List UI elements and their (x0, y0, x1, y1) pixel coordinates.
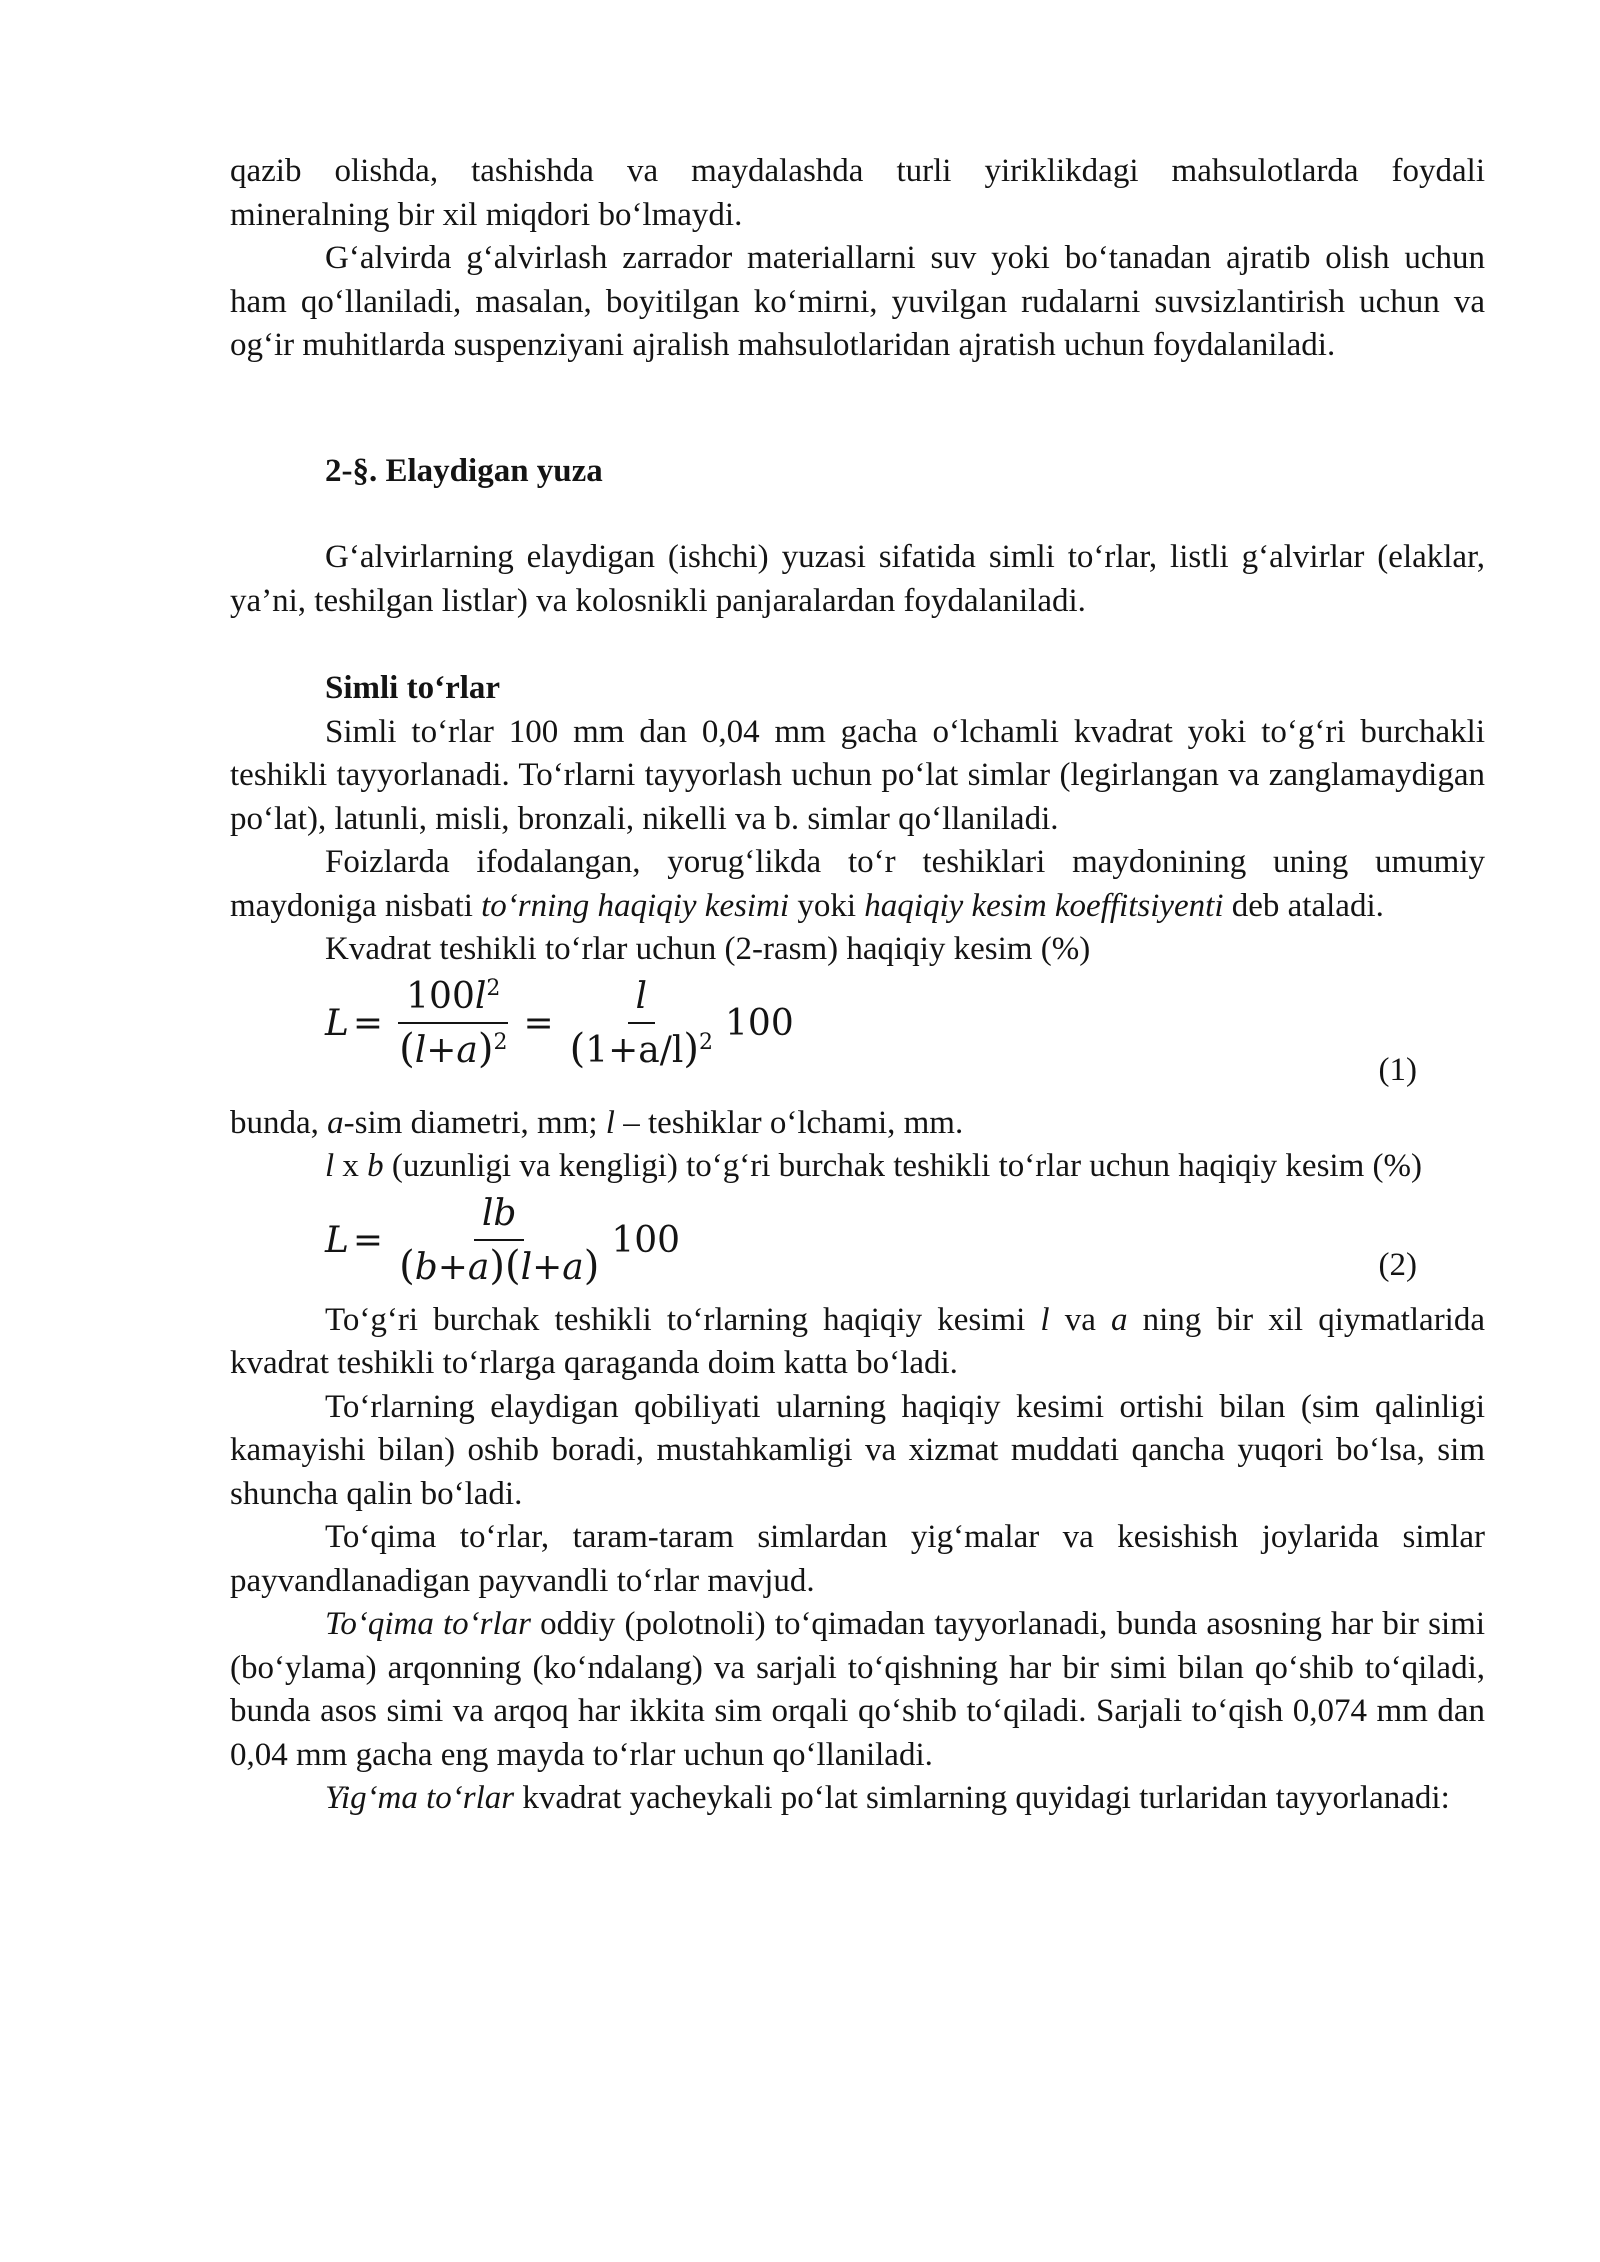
formula-1-multiplier: 100 (725, 1003, 794, 1044)
formula-2-number: (2) (1378, 1246, 1417, 1283)
section-heading: 2-§. Elaydigan yuza (325, 452, 603, 489)
document-page (230, 150, 1485, 1821)
term-open-area-coefficient: haqiqiy kesim koeffitsiyenti (864, 887, 1224, 924)
term-assembled-mesh: Yig‘ma to‘rlar (325, 1780, 515, 1816)
formula-2: L = $\frac{lb}{(b+a)(l+a)}$ 100 (2) (230, 1189, 1485, 1299)
formula-2-intro: l x b (uzunligi va kengligi) to‘g‘ri burchak teshikli to‘rlar uchun haqiqiy kesim (%) (325, 1148, 1422, 1184)
formula-1: L = $\frac{100l^2}{(l+a)^2}$ = $\frac{l}{(1+a/l)^2}$ 100 (1) (230, 972, 1485, 1102)
formula-1-fraction-1: $\frac{100l^2}{(l+a)^2}$ (391, 972, 515, 1076)
wire-mesh-paragraph-2: Foizlarda ifodalangan, yorug‘likda to‘r teshiklari maydonining uning umumiy maydoniga nisbati to‘rning haqiqiy kesimi yoki haqiqiy kesim koeffitsiyenti deb ataladi. (230, 844, 1485, 924)
woven-mesh-paragraph: To‘qima to‘rlar oddiy (polotnoli) to‘qimadan tayyorlanadi, bunda asosning har bir simi (bo‘ylama) arqonning (ko‘ndalang) va sarjali to‘qishning har bir simi bilan qo‘shib to‘qiladi, bunda asos simi va arqoq har ikkita sim orqali qo‘shib to‘qiladi. Sarjali to‘qish 0,074 mm dan 0,04 mm gacha eng mayda to‘rlar uchun qo‘llaniladi. (230, 1606, 1485, 1773)
formula-2-fraction: $\frac{lb}{(b+a)(l+a)}$ (391, 1189, 607, 1293)
subsection-heading: Simli to‘rlar (325, 670, 501, 706)
wire-mesh-paragraph-1: Simli to‘rlar 100 mm dan 0,04 mm gacha o‘lchamli kvadrat yoki to‘g‘ri burchakli teshikli tayyorlanadi. To‘rlarni tayyorlash uchun po‘lat simlar (legirlangan va zanglamaydigan po‘lat), latunli, misli, bronzali, nikelli va b. simlar qo‘llaniladi. (230, 713, 1485, 837)
formula-1-number: (1) (1378, 1051, 1417, 1088)
formula-1-intro: Kvadrat teshikli to‘rlar uchun (2-rasm) haqiqiy kesim (%) (325, 931, 1091, 967)
formula-1-legend: bunda, a-sim diametri, mm; l – teshiklar o‘lchami, mm. (230, 1104, 964, 1141)
rectangular-mesh-paragraph: To‘g‘ri burchak teshikli to‘rlarning haqiqiy kesimi l va a ning bir xil qiymatlarida kvadrat teshikli to‘rlarga qaraganda doim katta bo‘ladi. (230, 1301, 1485, 1381)
formula-1-lhs: L (325, 1003, 349, 1044)
formula-2-lhs: L (325, 1220, 349, 1261)
screening-capacity-paragraph: To‘rlarning elaydigan qobiliyati ularning haqiqiy kesimi ortishi bilan (sim qalinligi kamayishi bilan) oshib boradi, mustahkamligi va xizmat muddati qancha yuqori bo‘lsa, sim shuncha qalin bo‘ladi. (230, 1388, 1485, 1512)
term-open-area: to‘rning haqiqiy kesimi (481, 887, 790, 924)
intro-line-2: mineralning bir xil miqdori bo‘lmaydi. (230, 196, 743, 233)
assembled-mesh-paragraph: Yig‘ma to‘rlar kvadrat yacheykali po‘lat simlarning quyidagi turlaridan tayyorlanadi: (325, 1780, 1450, 1816)
section-paragraph: G‘alvirlarning elaydigan (ishchi) yuzasi sifatida simli to‘rlar, listli g‘alvirlar (elaklar, ya’ni, teshilgan listlar) va kolosnikli panjaralardan foydalaniladi. (230, 539, 1485, 619)
term-woven-mesh: To‘qima to‘rlar (325, 1606, 531, 1642)
intro-line-1: qazib olishda, tashishda va maydalashda turli yiriklikdagi mahsulotlarda foydali (230, 153, 1485, 189)
formula-2-multiplier: 100 (611, 1220, 681, 1261)
mesh-types-paragraph: To‘qima to‘rlar, taram-taram simlardan yig‘malar va kesishish joylarida simlar payvandlanadigan payvandli to‘rlar mavjud. (230, 1519, 1485, 1599)
intro-paragraph-2: G‘alvirda g‘alvirlash zarrador materiallarni suv yoki bo‘tanadan ajratib olish uchun ham qo‘llaniladi, masalan, boyitilgan ko‘mirni, yuvilgan rudalarni suvsizlantirish uchun va og‘ir muhitlarda suspenziyani ajralish mahsulotlaridan ajratish uchun foydalaniladi. (230, 240, 1485, 363)
formula-1-fraction-2: $\frac{l}{(1+a/l)^2}$ (562, 972, 721, 1076)
